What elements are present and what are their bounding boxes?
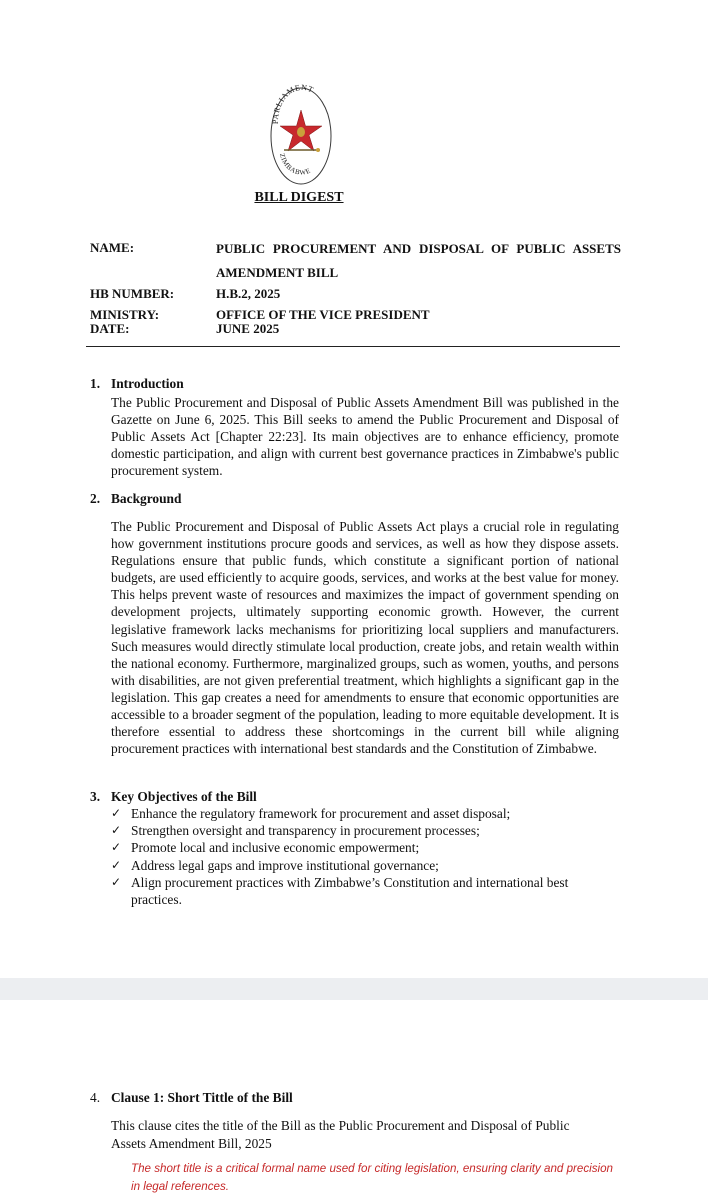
section-1-heading: Introduction: [111, 376, 184, 391]
section-3-heading: Key Objectives of the Bill: [111, 789, 257, 804]
list-item: ✓ Enhance the regulatory framework for procurement and asset disposal;: [111, 806, 511, 821]
parliament-seal-logo: [268, 84, 334, 188]
meta-ministry-value: OFFICE OF THE VICE PRESIDENT: [216, 307, 430, 322]
svg-text:PARLIAMENT: PARLIAMENT: [270, 84, 316, 125]
objectives-list: [111, 805, 611, 908]
meta-date-label: DATE:: [90, 321, 130, 336]
list-item: ✓ Strengthen oversight and transparency in procurement processes;: [111, 823, 480, 839]
checkmark-icon: ✓: [111, 823, 122, 838]
svg-text:ZIMBABWE: ZIMBABWE: [277, 152, 312, 177]
section-3-number: 3.: [90, 789, 101, 804]
section-1-body: The Public Procurement and Disposal of Public Assets Amendment Bill was published in the Gazette on June 6, 2025. This Bill seeks to amend the Public Procurement and Disposal of Public Assets Act [Chapter 22:23]. Its main objectives are to enhance efficiency, promote domestic participation, and align with current best governance practices in Zimbabwe's public procurement system.: [111, 395, 619, 479]
checkmark-icon: ✓: [111, 806, 122, 820]
clause-1-heading: Clause 1: Short Tittle of the Bill: [111, 1090, 293, 1105]
clause-1-body: This clause cites the title of the Bill as the Public Procurement and Disposal of Public Assets Amendment Bill, 2025: [111, 1118, 570, 1151]
checkmark-icon: ✓: [111, 857, 122, 872]
header-divider: [86, 346, 620, 347]
meta-name-label: NAME:: [90, 240, 135, 255]
meta-name-value: PUBLIC PROCUREMENT AND DISPOSAL OF PUBLIC ASSETS AMENDMENT BILL: [216, 241, 621, 280]
section-2-heading: Background: [111, 491, 182, 506]
list-item: ✓ Align procurement practices with Zimbabwe’s Constitution and international best practices.: [111, 874, 569, 908]
list-item: ✓ Address legal gaps and improve institutional governance;: [111, 857, 439, 873]
section-1-number: 1.: [90, 376, 101, 391]
section-2-number: 2.: [90, 491, 101, 506]
clause-1-annotation: The short title is a critical formal name used for citing legislation, ensuring clarity and precision in legal references.: [131, 1162, 614, 1193]
document-title: BILL DIGEST: [254, 190, 344, 205]
list-item: ✓ Promote local and inclusive economic empowerment;: [111, 840, 420, 856]
meta-hb-label: HB NUMBER:: [90, 286, 175, 301]
checkmark-icon: ✓: [111, 840, 122, 855]
meta-date-value: JUNE 2025: [216, 321, 280, 336]
meta-hb-value: H.B.2, 2025: [216, 286, 281, 301]
meta-ministry-label: MINISTRY:: [90, 307, 160, 322]
section-2-body: The Public Procurement and Disposal of Public Assets Act plays a crucial role in regulating how government institutions procure goods and services, as well as how they dispose assets. Regulations ensure that public funds, which constitute a significant portion of national budgets, are used efficiently to acquire goods, services, and works at the best value for money. This helps prevent waste of resources and maximizes the impact of government spending on development projects, ultimately supporting economic growth. However, the current legislative framework lacks mechanisms for prioritizing local suppliers and manufacturers. Such measures would directly stimulate local production, create jobs, and retain wealth within the national economy. Furthermore, marginalized groups, such as women, youths, and persons with disabilities, are not given preferential treatment, which highlights a significant gap in the legislation. This gap creates a need for amendments to ensure that economic opportunities are accessible to a broader segment of the population, leading to more equitable development. It is therefore essential to address these shortcomings in the current bill while aligning procurement practices with international best standards and the Constitution of Zimbabwe.: [111, 519, 619, 757]
clause-1-number: 4.: [90, 1090, 101, 1105]
checkmark-icon: ✓: [111, 874, 122, 889]
